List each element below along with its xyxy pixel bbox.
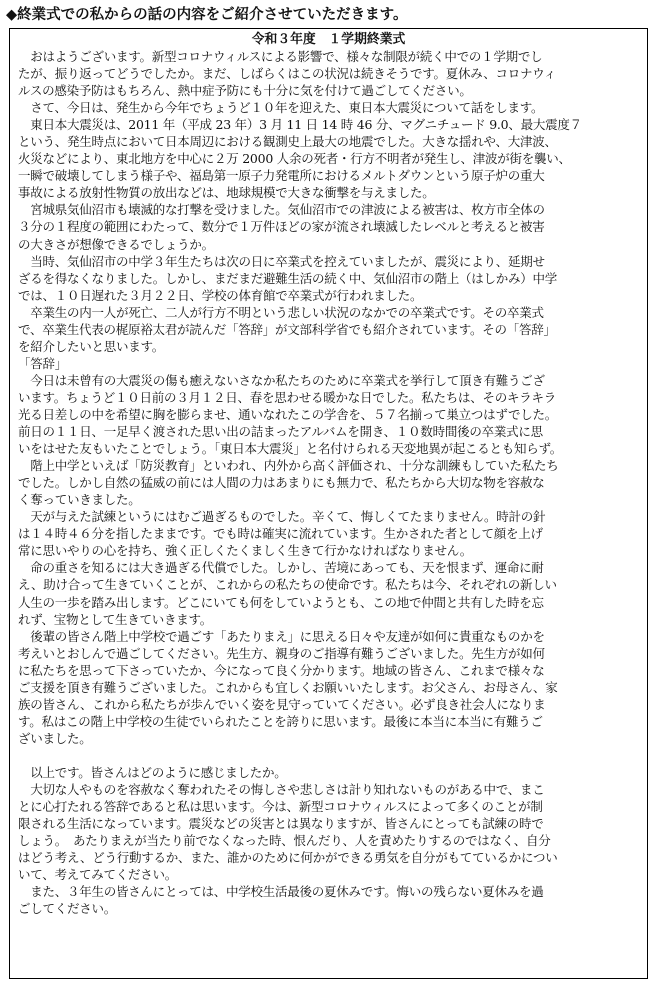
page-heading: ◆終業式での私からの話の内容をご紹介させていただきます。 [6,7,408,23]
body-line: 階上中学といえば「防災教育」といわれ、内外から高く評価され、十分な訓練もしていた私たち [18,458,559,474]
body-line: しょう。 あたりまえが当たり前でなくなった時、恨んだり、人を責めたりするのではなく、自分 [18,833,551,849]
body-line: 東日本大震災は、2011 年（平成 23 年）3 月 11 日 14 時 46 分、マグニチュード 9.0、最大震度７ [18,117,582,133]
body-line: 後輩の皆さん階上中学校で過ごす「あたりまえ」に思える日々や友達が如何に貴重なものかを [18,628,545,644]
body-line: 光る日差しの中を希望に胸を膨らませ、通いなれたこの学舎を、５７名揃って巣立つはずでした。 [18,406,558,422]
body-line: 「答辞」 [18,355,68,371]
body-line: また、３年生の皆さんにとっては、中学校生活最後の夏休みです。悔いの残らない夏休みを過 [18,884,544,900]
body-line: とに心打たれる答辞であると私は思います。今は、新型コロナウィルスによって多くのことが制 [18,799,543,815]
body-line: おはようございます。新型コロナウィルスによる影響で、様々な制限が続く中での１学期でし [18,49,543,64]
body-line: す。私はこの階上中学校の生徒でいられたことを誇りに思います。最後に本当に本当に有難うご [18,713,543,729]
body-line: え、助け合って生きていくことが、これからの私たちの使命です。私たちは今、それぞれの新しい [18,577,557,593]
body-line: でした。しかし自然の猛威の前には人間の力はあまりにも無力で、私たちから大切な物を容赦な [18,475,545,491]
body-line: では、１０日遅れた３月２２日、学校の体育館で卒業式が行われました。 [18,287,423,303]
body-line: 大切な人やものを容赦なく奪われたその悔しさや悲しさは計り知れないものがある中で、まこ [18,782,545,798]
body-line: さて、今日は、発生から今年でちょうど１０年を迎えた、東日本大震災について話をします。 [18,100,544,116]
body-line [18,747,639,764]
body-line: いて、考えてみてください。 [18,867,178,883]
body-line: で、卒業生代表の梶原裕太君が読んだ「答辞」が文部科学省でも紹介されています。その「答辞」 [18,321,556,337]
body-line: ごしてください。 [18,901,117,917]
body-line: ルスの感染予防はもちろん、熱中症予防にも十分に気を付けて過ごしてください。 [18,83,472,99]
body-line: はどう考え、どう行動するか、また、誰かのために何かができる勇気を自分がもてているかについ [18,850,558,866]
body-line: 当時、気仙沼市の中学３年生たちは次の日に卒業式を控えていましたが、震災により、延期せ [18,253,545,269]
body-line: 常に思いやりの心を持ち、強く正しくたくましく生きて行かなければなりません。 [18,543,473,559]
body-line: いをはせた友もいたことでしょう。「東日本大震災」と名付けられる天変地異が起こるとも知らず。 [18,441,563,457]
body-line: ご支援を頂き有難うございました。これからも宜しくお願いいたします。お父さん、お母さん、家 [18,679,558,695]
body-line: 考えいとおしんで過ごしてください。先生方、親身のご指導有難うございました。先生方が如何 [18,645,545,661]
body-line: 火災などにより、東北地方を中心に２万 2000 人余の死者・行方不明者が発生し、津波が街を襲い、 [18,151,571,167]
speech-body [18,48,639,917]
body-line: 人生の一歩を踏み出します。どこにいても何をしていようとも、この地で仲間と共有した時を忘 [18,594,544,610]
body-line: ざるを得なくなりました。しかし、まだまだ避難生活の続く中、気仙沼市の階上（はしかみ）中学 [18,270,558,286]
body-line: く奪っていきました。 [18,492,141,508]
speech-box [9,28,648,979]
body-line: います。ちょうど１０日前の３月１２日、春を思わせる暖かな日でした。私たちは、そのキラキラ [18,389,557,405]
body-line: 命の重さを知るには大き過ぎる代償でした。しかし、苦境にあっても、天を恨まず、運命に耐 [18,560,544,576]
body-line: に私たちを思って下さっていたか、今になって良く分かります。地域の皆さん、これまで様々な [18,662,545,678]
body-line: ざいました。 [18,730,92,746]
body-line: 天が与えた試練というにはむご過ぎるものでした。辛くて、悔しくてたまりません。時計の針 [18,509,546,525]
body-line: 事故による放射性物質の放出などは、地球規模で大きな衝撃を与えました。 [18,185,435,201]
body-line: たが、振り返ってどうでしたか。まだ、しばらくはこの状況は続きそうです。夏休み、コロナウィ [18,66,557,82]
speech-title: 令和３年度 １学期終業式 [251,32,406,47]
body-line: 前日の１１日、一足早く渡された思い出の詰まったアルバムを開き、１０数時間後の卒業式に思 [18,424,543,440]
body-line: という、発生時点において日本周辺における観測史上最大の地震でした。大きな揺れや、大津波、 [18,134,557,150]
body-line: れず、宝物として生きていきます。 [18,611,213,627]
body-line: 族の皆さん、これから私たちが歩んでいく姿を見守っていてください。必ず良き社会人になりま [18,696,546,712]
body-line: 以上です。皆さんはどのように感じましたか。 [18,764,287,780]
body-line: は１４時４６分を指したままです。でも時は確実に流れています。生かされた者として顔を上げ [18,526,543,542]
body-line: を紹介したいと思います。 [18,338,165,354]
body-line: 一瞬で破壊してしまう様子や、福島第一原子力発電所におけるメルトダウンという原子炉の重大 [18,168,545,184]
body-line: ３分の１程度の範囲にわたって、数分で１万件ほどの家が流され壊滅したレベルと考えると被害 [18,219,545,235]
body-line: 宮城県気仙沼市も壊滅的な打撃を受けました。気仙沼市での津波による被害は、枚方市全体の [18,202,545,218]
body-line: の大きさが想像できるでしょうか。 [18,236,214,252]
body-line: 今日は未曾有の大震災の傷も癒えないさなか私たちのために卒業式を挙行して頂き有難うござ [18,372,545,388]
body-line: 限される生活になっています。震災などの災害とは異なりますが、皆さんにとっても試練の時で [18,816,544,832]
body-line: 卒業生の内一人が死亡、二人が行方不明という悲しい状況のなかでの卒業式です。その卒業式 [18,304,544,320]
